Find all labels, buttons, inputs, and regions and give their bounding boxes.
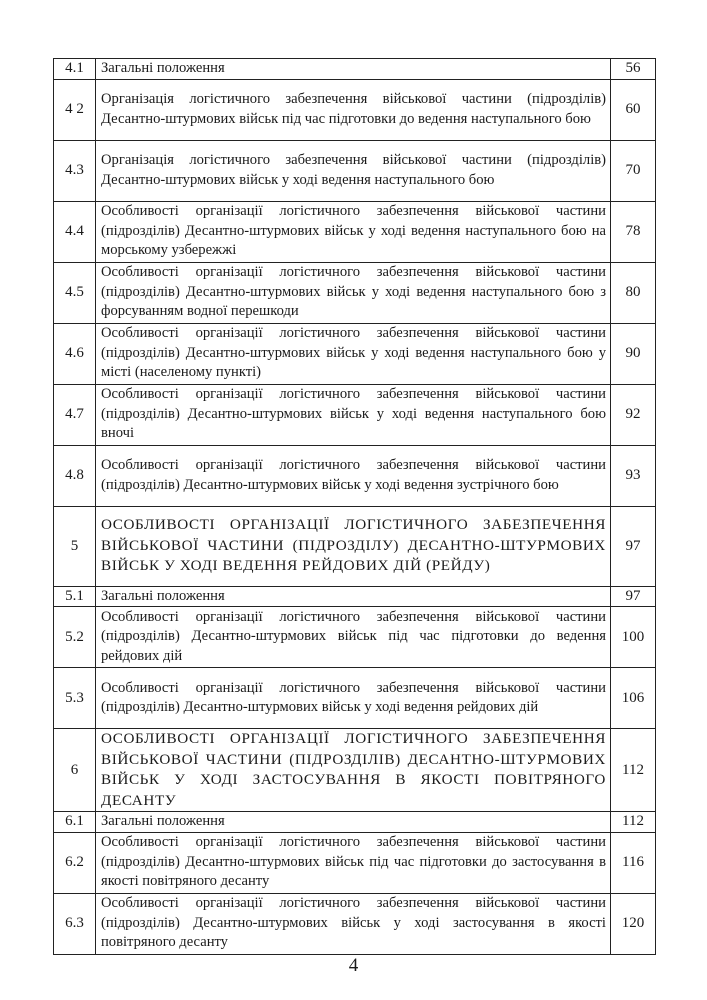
section-page: 92: [611, 384, 656, 445]
toc-row: [54, 729, 656, 812]
section-page: 97: [611, 506, 656, 586]
toc-row: [54, 59, 656, 80]
section-page: 93: [611, 445, 656, 506]
section-number: 6.1: [54, 812, 96, 833]
section-page: 106: [611, 668, 656, 729]
section-title: Особливості організації логістичного забезпечення військової частини (підрозділів) Десантно-штурмових військ у ході ведення рейдових дій: [96, 668, 611, 729]
section-number: 5.2: [54, 607, 96, 668]
toc-row: [54, 607, 656, 668]
section-page: 70: [611, 140, 656, 201]
section-number: 5: [54, 506, 96, 586]
toc-body: [54, 59, 656, 955]
toc-row: [54, 140, 656, 201]
section-page: 120: [611, 893, 656, 954]
section-title: Організація логістичного забезпечення військової частини (підрозділів) Десантно-штурмових військ у ході ведення наступального бою: [96, 140, 611, 201]
section-title: ОСОБЛИВОСТІ ОРГАНІЗАЦІЇ ЛОГІСТИЧНОГО ЗАБЕЗПЕЧЕННЯ ВІЙСЬКОВОЇ ЧАСТИНИ (ПІДРОЗДІЛУ) ДЕСАНТНО-ШТУРМОВИХ ВІЙСЬК У ХОДІ ВЕДЕННЯ РЕЙДОВИХ ДІЙ (РЕЙДУ): [96, 506, 611, 586]
section-title: Загальні положення: [96, 812, 611, 833]
section-title: Загальні положення: [96, 586, 611, 607]
section-number: 4.1: [54, 59, 96, 80]
section-number: 6: [54, 729, 96, 812]
section-page: 78: [611, 201, 656, 262]
toc-row: [54, 445, 656, 506]
toc-row: [54, 384, 656, 445]
section-page: 116: [611, 832, 656, 893]
section-number: 5.3: [54, 668, 96, 729]
section-page: 90: [611, 323, 656, 384]
toc-row: [54, 832, 656, 893]
section-title: Особливості організації логістичного забезпечення військової частини (підрозділів) Десантно-штурмових військ у ході ведення зустрічного бою: [96, 445, 611, 506]
toc-row: [54, 506, 656, 586]
section-number: 4.4: [54, 201, 96, 262]
section-page: 100: [611, 607, 656, 668]
toc-row: [54, 812, 656, 833]
section-number: 4.5: [54, 262, 96, 323]
toc-row: [54, 893, 656, 954]
section-title: Особливості організації логістичного забезпечення військової частини (підрозділів) Десантно-штурмових військ у ході ведення наступального бою на морському узбережжі: [96, 201, 611, 262]
section-page: 112: [611, 729, 656, 812]
section-number: 4.7: [54, 384, 96, 445]
section-page: 80: [611, 262, 656, 323]
section-page: 97: [611, 586, 656, 607]
table-of-contents: [53, 58, 656, 955]
section-number: 6.2: [54, 832, 96, 893]
toc-row: [54, 586, 656, 607]
section-number: 4.6: [54, 323, 96, 384]
section-title: ОСОБЛИВОСТІ ОРГАНІЗАЦІЇ ЛОГІСТИЧНОГО ЗАБЕЗПЕЧЕННЯ ВІЙСЬКОВОЇ ЧАСТИНИ (ПІДРОЗДІЛІВ) ДЕСАНТНО-ШТУРМОВИХ ВІЙСЬК У ХОДІ ЗАСТОСУВАННЯ В ЯКОСТІ ПОВІТРЯНОГО ДЕСАНТУ: [96, 729, 611, 812]
section-number: 4.8: [54, 445, 96, 506]
section-title: Загальні положення: [96, 59, 611, 80]
toc-row: [54, 201, 656, 262]
page-number: 4: [348, 955, 359, 976]
section-title: Особливості організації логістичного забезпечення військової частини (підрозділів) Десантно-штурмових військ під час підготовки до ведення рейдових дій: [96, 607, 611, 668]
toc-row: [54, 668, 656, 729]
section-title: Особливості організації логістичного забезпечення військової частини (підрозділів) Десантно-штурмових військ у ході застосування в якості повітряного десанту: [96, 893, 611, 954]
section-page: 60: [611, 79, 656, 140]
toc-row: [54, 262, 656, 323]
section-title: Особливості організації логістичного забезпечення військової частини (підрозділів) Десантно-штурмових військ у ході ведення наступального бою вночі: [96, 384, 611, 445]
section-number: 5.1: [54, 586, 96, 607]
toc-row: [54, 79, 656, 140]
section-number: 4 2: [54, 79, 96, 140]
section-title: Особливості організації логістичного забезпечення військової частини (підрозділів) Десантно-штурмових військ у ході ведення наступального бою з форсуванням водної перешкоди: [96, 262, 611, 323]
section-title: Особливості організації логістичного забезпечення військової частини (підрозділів) Десантно-штурмових військ у ході ведення наступального бою у місті (населеному пункті): [96, 323, 611, 384]
section-page: 112: [611, 812, 656, 833]
toc-row: [54, 323, 656, 384]
section-title: Особливості організації логістичного забезпечення військової частини (підрозділів) Десантно-штурмових військ під час підготовки до застосування в якості повітряного десанту: [96, 832, 611, 893]
section-number: 4.3: [54, 140, 96, 201]
section-title: Організація логістичного забезпечення військової частини (підрозділів) Десантно-штурмових військ під час підготовки до ведення наступального бою: [96, 79, 611, 140]
section-page: 56: [611, 59, 656, 80]
section-number: 6.3: [54, 893, 96, 954]
